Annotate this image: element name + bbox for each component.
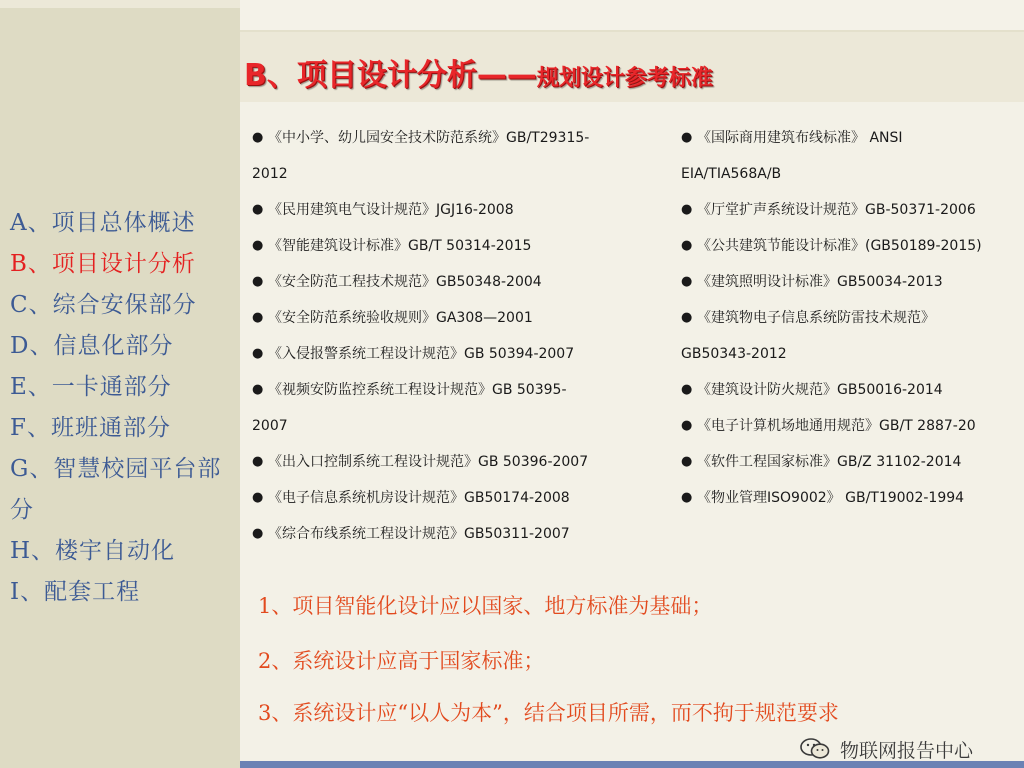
sidebar-item-1[interactable]: B、项目设计分析 xyxy=(10,251,196,277)
standard-item xyxy=(252,300,672,336)
standard-text-cont: EIA/TIA568A/B xyxy=(681,166,782,182)
requirement-2: 2、系统设计应高于国家标准； xyxy=(258,649,545,673)
sidebar-item-5[interactable]: F、班班通部分 xyxy=(10,415,171,441)
bullet-icon: ● xyxy=(681,238,693,253)
standards-list-right xyxy=(681,120,1024,516)
standard-item xyxy=(252,516,672,552)
title-sub: 规划设计参考标准 xyxy=(536,65,713,91)
bullet-icon: ● xyxy=(252,202,264,217)
standard-item xyxy=(252,336,672,372)
standard-text: 《安全防范系统验收规则》GA308—2001 xyxy=(268,310,533,326)
standard-text: 《视频安防监控系统工程设计规范》GB 50395- xyxy=(268,382,567,398)
standard-item xyxy=(681,120,1024,192)
standard-text: 《国际商用建筑布线标准》 ANSI xyxy=(697,130,903,146)
bullet-icon: ● xyxy=(252,310,264,325)
standard-item xyxy=(252,228,672,264)
standard-text: 《公共建筑节能设计标准》(GB50189-2015) xyxy=(697,238,982,254)
standard-text-cont: 2007 xyxy=(252,418,288,434)
bullet-icon: ● xyxy=(681,202,693,217)
standard-text: 《厅堂扩声系统设计规范》GB-50371-2006 xyxy=(697,202,976,218)
bullet-icon: ● xyxy=(252,490,264,505)
bullet-icon: ● xyxy=(681,454,693,469)
standard-text: 《电子信息系统机房设计规范》GB50174-2008 xyxy=(268,490,570,506)
standard-item xyxy=(681,264,1024,300)
sidebar-item-0[interactable]: A、项目总体概述 xyxy=(10,210,196,236)
bullet-icon: ● xyxy=(252,274,264,289)
standard-text: 《出入口控制系统工程设计规范》GB 50396-2007 xyxy=(268,454,589,470)
sidebar-item-7[interactable]: H、楼宇自动化 xyxy=(10,538,176,564)
standard-text-cont: GB50343-2012 xyxy=(681,346,787,362)
standard-text: 《智能建筑设计标准》GB/T 50314-2015 xyxy=(268,238,532,254)
watermark-text: 物联网报告中心 xyxy=(840,739,974,762)
standard-item xyxy=(681,480,1024,516)
sidebar-item-3[interactable]: D、信息化部分 xyxy=(10,333,174,359)
standard-text: 《安全防范工程技术规范》GB50348-2004 xyxy=(268,274,542,290)
bullet-icon: ● xyxy=(681,382,693,397)
standards-list-left xyxy=(252,120,672,552)
standard-item xyxy=(252,120,672,192)
standard-item xyxy=(681,228,1024,264)
bullet-icon: ● xyxy=(681,130,693,145)
watermark xyxy=(800,736,1024,762)
top-strip xyxy=(240,0,1024,32)
standard-text: 《电子计算机场地通用规范》GB/T 2887-20 xyxy=(697,418,976,434)
standard-item xyxy=(681,444,1024,480)
standard-text: 《建筑设计防火规范》GB50016-2014 xyxy=(697,382,943,398)
standard-item xyxy=(252,444,672,480)
bullet-icon: ● xyxy=(252,382,264,397)
standard-item xyxy=(252,264,672,300)
bullet-icon: ● xyxy=(252,526,264,541)
sidebar-nav xyxy=(10,203,235,613)
standard-item xyxy=(681,192,1024,228)
bullet-icon: ● xyxy=(252,130,264,145)
requirement-1: 1、项目智能化设计应以国家、地方标准为基础； xyxy=(258,594,713,618)
standard-text-cont: 2012 xyxy=(252,166,288,182)
standard-text: 《物业管理ISO9002》 GB/T19002-1994 xyxy=(697,490,965,506)
sidebar-item-4[interactable]: E、一卡通部分 xyxy=(10,374,172,400)
page-title xyxy=(244,50,713,94)
bullet-icon: ● xyxy=(681,418,693,433)
bullet-icon: ● xyxy=(681,310,693,325)
requirement-3: 3、系统设计应“以人为本”，结合项目所需，而不拘于规范要求 xyxy=(258,701,839,725)
standard-item xyxy=(681,300,1024,372)
sidebar-item-6[interactable]: G、智慧校园平台部分 xyxy=(10,456,222,523)
standard-item xyxy=(252,192,672,228)
standard-text: 《软件工程国家标准》GB/Z 31102-2014 xyxy=(697,454,962,470)
wechat-icon xyxy=(800,738,830,760)
title-main: B、项目设计分析—— xyxy=(244,58,537,93)
standard-text: 《建筑物电子信息系统防雷技术规范》 xyxy=(697,310,935,326)
bullet-icon: ● xyxy=(252,454,264,469)
standard-item xyxy=(252,480,672,516)
sidebar-item-8[interactable]: I、配套工程 xyxy=(10,579,141,605)
standard-item xyxy=(252,372,672,444)
bullet-icon: ● xyxy=(681,490,693,505)
standard-item xyxy=(681,372,1024,408)
standard-text: 《中小学、幼儿园安全技术防范系统》GB/T29315- xyxy=(268,130,590,146)
standard-text: 《民用建筑电气设计规范》JGJ16-2008 xyxy=(268,202,514,218)
sidebar-item-2[interactable]: C、综合安保部分 xyxy=(10,292,197,318)
standard-text: 《综合布线系统工程设计规范》GB50311-2007 xyxy=(268,526,570,542)
bullet-icon: ● xyxy=(681,274,693,289)
bullet-icon: ● xyxy=(252,238,264,253)
bullet-icon: ● xyxy=(252,346,264,361)
standard-item xyxy=(681,408,1024,444)
standard-text: 《入侵报警系统工程设计规范》GB 50394-2007 xyxy=(268,346,575,362)
standard-text: 《建筑照明设计标准》GB50034-2013 xyxy=(697,274,943,290)
